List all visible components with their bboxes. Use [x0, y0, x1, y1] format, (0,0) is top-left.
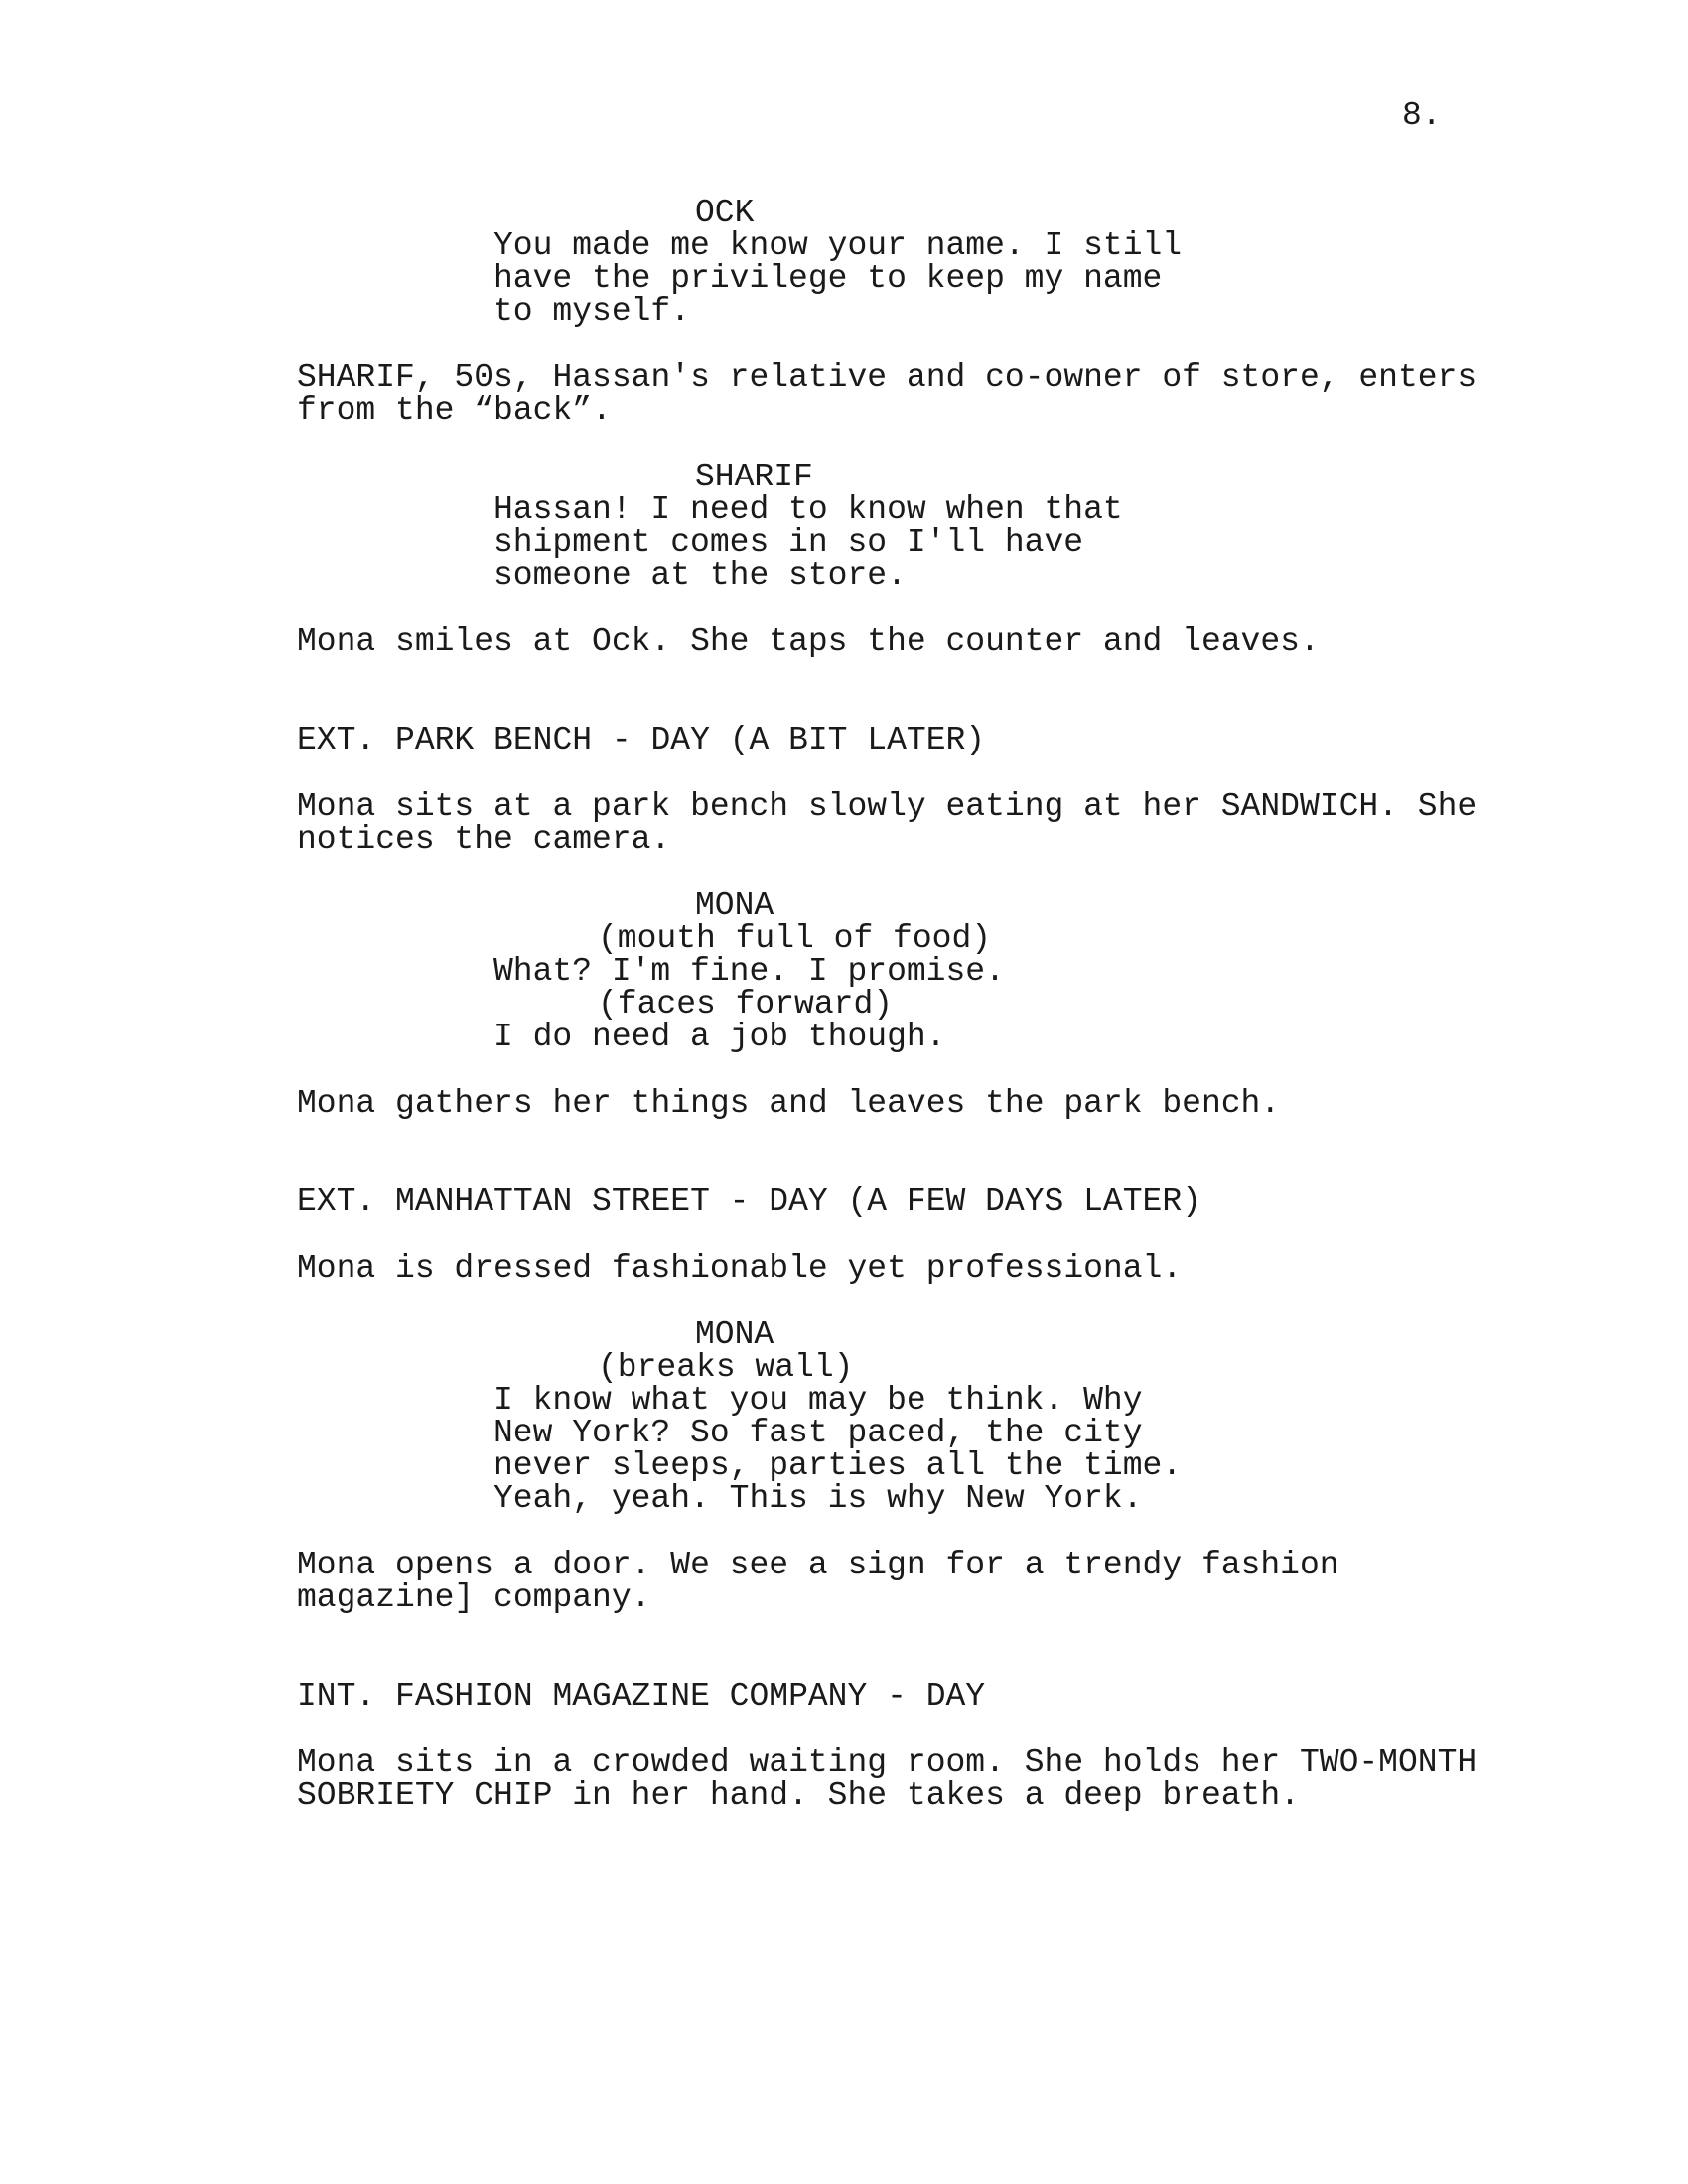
character-name: MONA: [695, 887, 774, 924]
dialogue-line: What? I'm fine. I promise.: [493, 953, 1005, 990]
dialogue-line: shipment comes in so I'll have: [493, 524, 1084, 561]
dialogue-line: You made me know your name. I still: [493, 227, 1183, 264]
action-line: SHARIF, 50s, Hassan's relative and co-owner of store, enters: [297, 359, 1477, 396]
action-line: Mona sits in a crowded waiting room. She holds her TWO-MONTH: [297, 1744, 1477, 1781]
action-line: magazine] company.: [297, 1579, 651, 1616]
character-name: MONA: [695, 1316, 774, 1353]
dialogue-line: New York? So fast paced, the city: [493, 1415, 1143, 1451]
dialogue-line: Yeah, yeah. This is why New York.: [493, 1480, 1143, 1517]
character-name: OCK: [695, 195, 755, 231]
action-line: Mona gathers her things and leaves the park bench.: [297, 1085, 1281, 1122]
action-line: Mona opens a door. We see a sign for a trendy fashion: [297, 1547, 1339, 1583]
parenthetical: (faces forward): [598, 986, 894, 1023]
scene-heading: EXT. MANHATTAN STREET - DAY (A FEW DAYS LATER): [297, 1183, 1201, 1220]
dialogue-line: have the privilege to keep my name: [493, 260, 1163, 297]
scene-heading: INT. FASHION MAGAZINE COMPANY - DAY: [297, 1678, 986, 1714]
action-line: Mona sits at a park bench slowly eating at her SANDWICH. She: [297, 788, 1477, 825]
parenthetical: (mouth full of food): [598, 920, 992, 957]
dialogue-line: never sleeps, parties all the time.: [493, 1447, 1183, 1484]
action-line: notices the camera.: [297, 821, 671, 858]
scene-heading: EXT. PARK BENCH - DAY (A BIT LATER): [297, 722, 986, 758]
action-line: from the “back”.: [297, 392, 612, 429]
dialogue-line: to myself.: [493, 293, 691, 330]
dialogue-line: someone at the store.: [493, 557, 907, 594]
action-line: SOBRIETY CHIP in her hand. She takes a deep breath.: [297, 1777, 1300, 1814]
parenthetical: (breaks wall): [598, 1349, 854, 1386]
page-number: 8.: [1402, 97, 1442, 134]
action-line: Mona smiles at Ock. She taps the counter and leaves.: [297, 623, 1320, 660]
character-name: SHARIF: [695, 459, 813, 495]
dialogue-line: Hassan! I need to know when that: [493, 491, 1123, 528]
action-line: Mona is dressed fashionable yet professional.: [297, 1250, 1183, 1287]
dialogue-line: I do need a job though.: [493, 1019, 946, 1055]
dialogue-line: I know what you may be think. Why: [493, 1382, 1143, 1419]
